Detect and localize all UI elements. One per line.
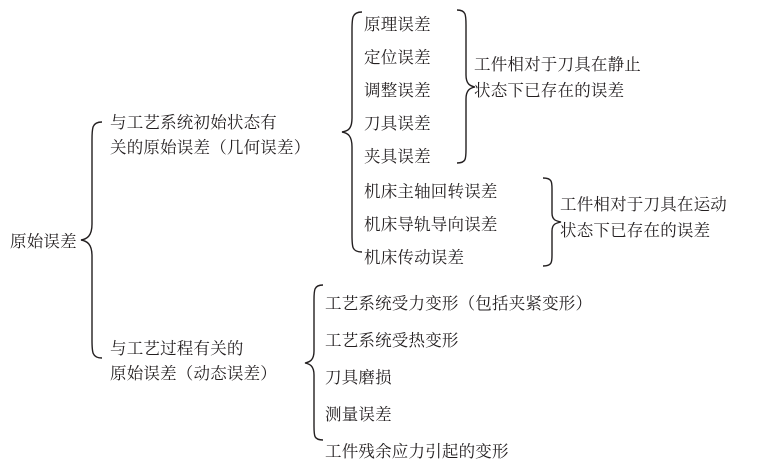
annotation-line2: 状态下已存在的误差 xyxy=(560,220,711,240)
leaf-item: 定位误差 xyxy=(364,48,431,67)
leaf-list-static-2 xyxy=(364,175,498,274)
leaf-item: 工件残余应力引起的变形 xyxy=(325,442,509,461)
leaf-item: 机床主轴回转误差 xyxy=(364,182,498,201)
leaf-item: 工艺系统受热变形 xyxy=(325,331,459,350)
annotation-line1: 工件相对于刀具在运动 xyxy=(560,195,727,214)
branch-dynamic-label xyxy=(110,337,277,387)
branch-dynamic-label-line2: 原始误差（动态误差） xyxy=(110,363,277,383)
branch-static-brace xyxy=(340,10,364,255)
leaf-item: 调整误差 xyxy=(364,81,431,100)
branch-dynamic-label-line1: 与工艺过程有关的 xyxy=(110,339,244,358)
root-brace xyxy=(78,120,104,360)
annotation-line2: 状态下已存在的误差 xyxy=(474,80,625,100)
leaf-item: 原理误差 xyxy=(364,15,431,34)
leaf-list-static-1 xyxy=(364,8,431,173)
leaf-item: 刀具磨损 xyxy=(325,368,392,387)
branch-static-label-line2: 关的原始误差（几何误差） xyxy=(110,137,311,157)
branch-static-label xyxy=(110,111,310,161)
branch-dynamic-brace xyxy=(303,283,325,443)
leaf-item: 工艺系统受力变形（包括夹紧变形） xyxy=(325,294,593,313)
leaf-item: 测量误差 xyxy=(325,405,392,424)
leaf-item: 刀具误差 xyxy=(364,114,431,133)
annotation-line1: 工件相对于刀具在静止 xyxy=(474,55,641,74)
annotation-static-1 xyxy=(474,52,641,103)
leaf-item: 夹具误差 xyxy=(364,147,431,166)
root-node-label: 原始误差 xyxy=(10,232,77,251)
leaf-item: 机床导轨导向误差 xyxy=(364,215,498,234)
leaf-item: 机床传动误差 xyxy=(364,248,465,267)
branch-static-label-line1: 与工艺系统初始状态有 xyxy=(110,113,277,132)
leaf-list-dynamic-1 xyxy=(325,285,592,470)
annotation-static-2 xyxy=(560,192,727,243)
